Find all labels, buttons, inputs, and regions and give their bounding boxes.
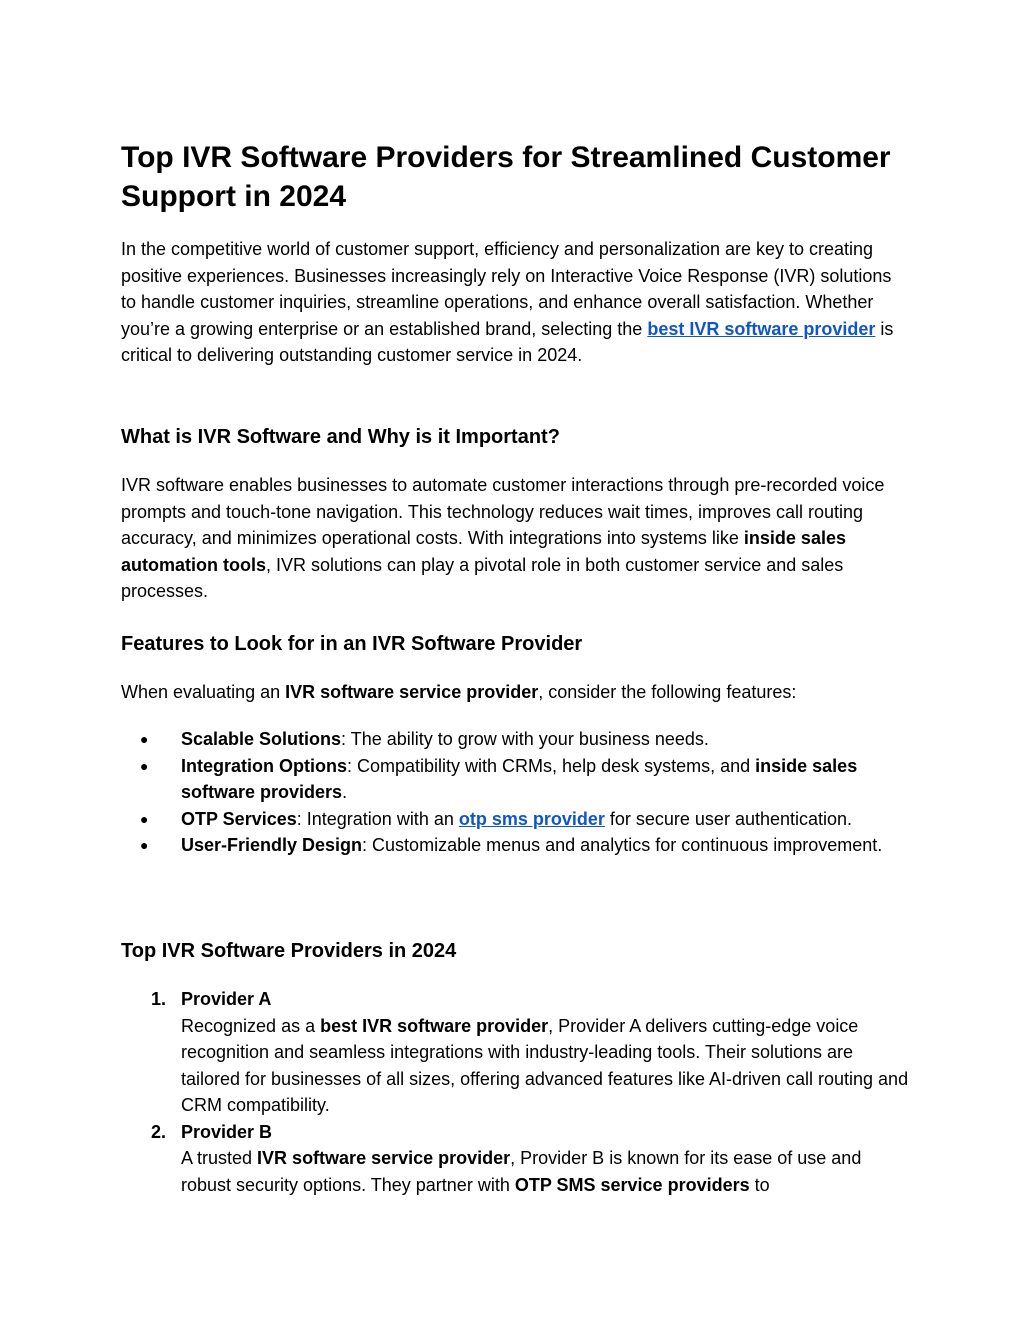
feature-bold-tail: inside sales software providers bbox=[181, 755, 858, 802]
ivr-explanation-start: IVR software enables businesses to automate customer interactions through pre-recorded voice prompts and touch-tone navigation. This technology reduces wait times, improves call routing accuracy, and minimizes operational costs. With integrations into systems like bbox=[121, 475, 885, 548]
list-item bbox=[121, 726, 911, 753]
intro-text-start: In the competitive world of customer support, efficiency and personalization are key to creating positive experiences. Businesses increasingly rely on Interactive Voice Response (IVR) solutions to handle customer inquiries, streamline operations, and enhance overall satisfaction. Whether you’re a growing enterprise or an established brand, selecting the bbox=[121, 239, 892, 339]
section-heading-what-is-ivr: What is IVR Software and Why is it Important? bbox=[121, 426, 560, 448]
list-number: 2. bbox=[151, 1121, 167, 1142]
provider-name: Provider B bbox=[181, 1121, 273, 1142]
feature-tail: . bbox=[342, 782, 348, 802]
section-heading-top-providers: Top IVR Software Providers in 2024 bbox=[121, 940, 457, 962]
features-lead-end: , consider the following features: bbox=[538, 682, 797, 702]
feature-tail: for secure user authentication. bbox=[604, 808, 853, 829]
provider-text-end: , Provider A delivers cutting-edge voice recognition and seamless integrations with industry-leading tools. Their solutions are tailored for businesses of all sizes, offering advanced features like AI-driven call routing and CRM compatibility. bbox=[181, 1015, 909, 1115]
best-ivr-provider-link[interactable]: best IVR software provider bbox=[647, 318, 876, 339]
providers-list bbox=[121, 986, 911, 1198]
bullet-icon: ● bbox=[140, 731, 149, 747]
features-list bbox=[121, 726, 911, 859]
provider-bold: IVR software service provider bbox=[257, 1148, 511, 1168]
provider-text-start: A trusted bbox=[181, 1148, 258, 1168]
ivr-explanation-paragraph bbox=[121, 472, 903, 605]
inside-sales-automation-tools: inside sales automation tools bbox=[121, 528, 846, 575]
list-item bbox=[121, 753, 911, 806]
features-lead-start: When evaluating an bbox=[121, 682, 286, 702]
feature-name: Scalable Solutions bbox=[181, 729, 342, 749]
provider-text-end: to bbox=[749, 1174, 770, 1195]
list-item bbox=[121, 832, 911, 859]
feature-text: : Compatibility with CRMs, help desk systems, and bbox=[347, 755, 756, 776]
list-item bbox=[121, 806, 911, 833]
list-number: 1. bbox=[151, 989, 167, 1009]
page-title: Top IVR Software Providers for Streamlined Customer Support in 2024 bbox=[121, 141, 891, 213]
bullet-icon: ● bbox=[140, 757, 149, 774]
feature-name: Integration Options bbox=[181, 755, 347, 776]
intro-text-end: is critical to delivering outstanding customer service in 2024. bbox=[121, 318, 894, 365]
provider-text-middle: , Provider B is known for its ease of use and robust security options. They partner with bbox=[181, 1148, 862, 1195]
section-heading-features: Features to Look for in an IVR Software Provider bbox=[121, 633, 583, 655]
feature-text: : Customizable menus and analytics for continuous improvement. bbox=[362, 835, 883, 855]
otp-sms-provider-link[interactable]: otp sms provider bbox=[458, 808, 605, 829]
ivr-service-provider-bold: IVR software service provider bbox=[285, 682, 539, 702]
ivr-explanation-end: , IVR solutions can play a pivotal role in both customer service and sales processes. bbox=[121, 554, 844, 601]
bullet-icon: ● bbox=[140, 810, 149, 827]
list-item bbox=[121, 986, 911, 1119]
list-item bbox=[121, 1119, 911, 1199]
feature-name: User-Friendly Design bbox=[181, 835, 363, 855]
provider-bold-2: OTP SMS service providers bbox=[514, 1174, 750, 1195]
provider-text-start: Recognized as a bbox=[181, 1015, 321, 1036]
bullet-icon: ● bbox=[140, 837, 149, 853]
features-lead-paragraph bbox=[121, 679, 903, 706]
provider-name: Provider A bbox=[181, 989, 272, 1009]
intro-paragraph bbox=[121, 236, 903, 369]
feature-text: : Integration with an bbox=[296, 808, 459, 829]
feature-text: : The ability to grow with your business needs. bbox=[341, 729, 709, 749]
feature-name: OTP Services bbox=[181, 808, 297, 829]
provider-bold: best IVR software provider bbox=[320, 1015, 549, 1036]
